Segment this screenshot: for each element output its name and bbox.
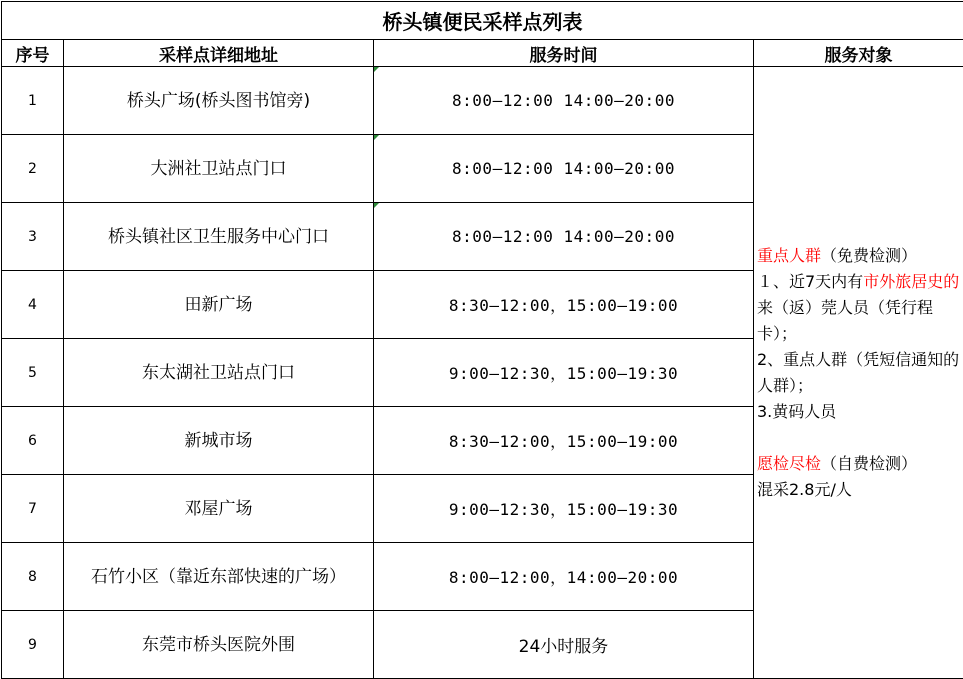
row-index: 2 xyxy=(2,135,64,203)
row-hours: 9:00—12:30，15:00—19:30 xyxy=(374,475,754,543)
key-group-note: （免费检测） xyxy=(821,246,917,265)
voluntary-note: （自费检测） xyxy=(821,454,917,473)
key-group-label: 重点人群 xyxy=(757,246,821,265)
row-address: 田新广场 xyxy=(64,271,374,339)
item2: 2、重点人群（凭短信通知的人群）； xyxy=(757,350,959,395)
row-hours xyxy=(374,203,754,271)
row-address: 桥头广场(桥头图书馆旁) xyxy=(64,67,374,135)
table-row xyxy=(2,67,963,135)
header-hours: 服务时间 xyxy=(374,40,754,67)
cell-comment-marker xyxy=(374,135,379,140)
header-address: 采样点详细地址 xyxy=(64,40,374,67)
row-address: 邓屋广场 xyxy=(64,475,374,543)
row-address: 新城市场 xyxy=(64,407,374,475)
row-index: 8 xyxy=(2,543,64,611)
voluntary-label: 愿检尽检 xyxy=(757,454,821,473)
row-address: 东太湖社卫站点门口 xyxy=(64,339,374,407)
row-index: 7 xyxy=(2,475,64,543)
row-hours-text: 8:00—12:00 14:00—20:00 xyxy=(452,159,675,178)
row-hours-text: 8:00—12:00 14:00—20:00 xyxy=(452,227,675,246)
row-index: 3 xyxy=(2,203,64,271)
sampling-sites-table xyxy=(1,1,963,679)
header-index: 序号 xyxy=(2,40,64,67)
row-hours: 8:30—12:00，15:00—19:00 xyxy=(374,271,754,339)
row-address: 大洲社卫站点门口 xyxy=(64,135,374,203)
row-hours xyxy=(374,135,754,203)
row-hours: 8:00—12:00，14:00—20:00 xyxy=(374,543,754,611)
row-hours: 24小时服务 xyxy=(374,611,754,679)
service-target-cell xyxy=(754,67,963,679)
cell-comment-marker xyxy=(374,67,379,72)
item1-suffix: 来（返）莞人员（凭行程卡）； xyxy=(757,298,933,343)
row-hours xyxy=(374,67,754,135)
row-hours: 9:00—12:30，15:00—19:30 xyxy=(374,339,754,407)
row-index: 6 xyxy=(2,407,64,475)
row-address: 石竹小区（靠近东部快速的广场） xyxy=(64,543,374,611)
cell-comment-marker xyxy=(374,203,379,208)
row-index: 9 xyxy=(2,611,64,679)
row-index: 4 xyxy=(2,271,64,339)
item1-prefix: １、近7天内有 xyxy=(757,272,863,291)
header-target: 服务对象 xyxy=(754,40,963,67)
row-address: 桥头镇社区卫生服务中心门口 xyxy=(64,203,374,271)
row-address: 东莞市桥头医院外围 xyxy=(64,611,374,679)
row-hours: 8:30—12:00，15:00—19:00 xyxy=(374,407,754,475)
item1-highlight: 市外旅居史的 xyxy=(863,272,959,291)
table-title: 桥头镇便民采样点列表 xyxy=(2,2,963,40)
row-hours-text: 8:00—12:00 14:00—20:00 xyxy=(452,91,675,110)
row-index: 5 xyxy=(2,339,64,407)
row-index: 1 xyxy=(2,67,64,135)
voluntary-price: 混采2.8元/人 xyxy=(757,480,852,499)
spacer xyxy=(757,425,961,451)
item3: 3.黄码人员 xyxy=(757,402,836,421)
header-row xyxy=(2,40,963,67)
